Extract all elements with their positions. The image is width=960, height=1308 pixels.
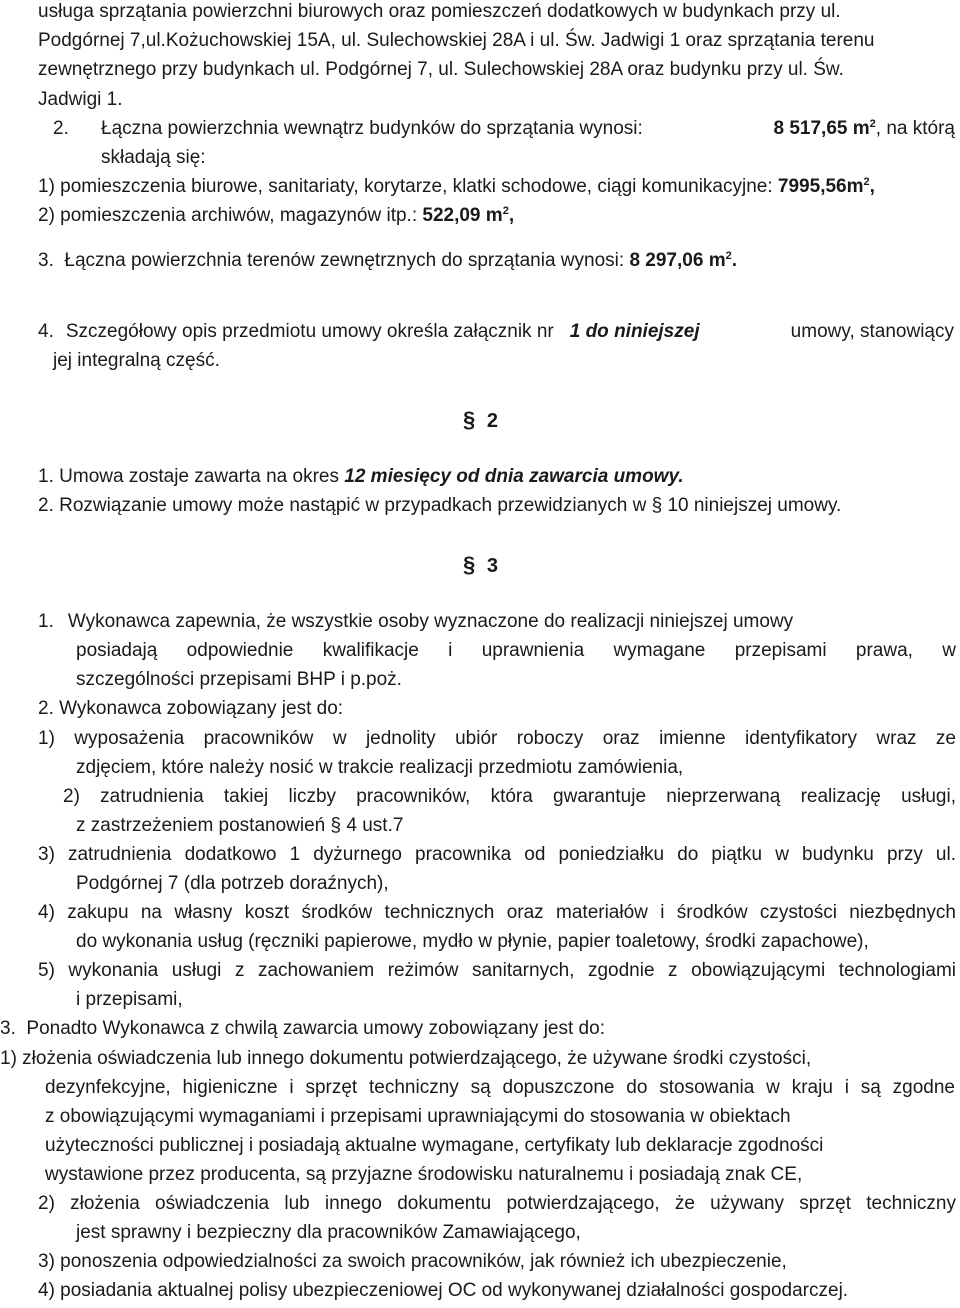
area-num: 2. bbox=[53, 118, 69, 139]
s3-p2: 2. Wykonawca zobowiązany jest do: bbox=[38, 698, 344, 719]
s3-p3-item-1-line-4: użyteczności publicznej i posiadają aktualne wymagane, certyfikaty lub deklaracje zgodności bbox=[45, 1135, 824, 1156]
intro-line-4: Jadwigi 1. bbox=[38, 89, 123, 110]
s3-p3-item-3: 3) ponoszenia odpowiedzialności za swoich pracowników, jak również ich ubezpieczenie, bbox=[38, 1251, 787, 1272]
area-sub-2: 2) pomieszczenia archiwów, magazynów itp.: 522,09 $m^2$, bbox=[38, 205, 515, 226]
area-total: 8 517,65 $m^2$, na którą bbox=[773, 118, 955, 139]
s3-p3-item-1-line-5: wystawione przez producenta, są przyjazne środowisku naturalnemu i posiadają znak CE, bbox=[45, 1164, 803, 1185]
s3-p2-item-3-line-2: Podgórnej 7 (dla potrzeb doraźnych), bbox=[76, 873, 389, 894]
paragraph-sign-icon: § bbox=[651, 495, 663, 516]
intro-line-2: Podgórnej 7,ul.Kożuchowskiej 15A, ul. Sulechowskiej 28A i ul. Św. Jadwigi 1 oraz sprzątania terenu bbox=[38, 30, 875, 51]
s3-p2-item-5-line-1: 5) wykonania usługi z zachowaniem reżimów sanitarnych, zgodnie z obowiązującymi technologiami bbox=[38, 960, 956, 981]
area-cont: składają się: bbox=[101, 147, 206, 168]
s3-p3-item-1-line-2: dezynfekcyjne, higieniczne i sprzęt techniczny są dopuszczone do stosowania w kraju i są zgodne bbox=[45, 1077, 955, 1098]
intro-line-3: zewnętrznego przy budynkach ul. Podgórnej 7, ul. Sulechowskiej 28A oraz budynku przy ul. Św. bbox=[38, 59, 844, 80]
s3-p3: 3. Ponadto Wykonawca z chwilą zawarcia umowy zobowiązany jest do: bbox=[0, 1018, 605, 1039]
s3-p2-item-2-line-2: z zastrzeżeniem postanowień § 4 ust.7 bbox=[76, 815, 404, 836]
s3-p3-item-2-line-1: 2) złożenia oświadczenia lub innego dokumentu potwierdzającego, że używany sprzęt techniczny bbox=[38, 1193, 956, 1214]
s3-p3-item-4: 4) posiadania aktualnej polisy ubezpieczeniowej OC od wykonywanej działalności gospodarczej. bbox=[38, 1280, 849, 1301]
s3-p1-line-1: 1. Wykonawca zapewnia, że wszystkie osoby wyznaczone do realizacji niniejszej umowy bbox=[38, 611, 794, 632]
intro-line-1: usługa sprzątania powierzchni biurowych oraz pomieszczeń dodatkowych w budynkach przy ul. bbox=[38, 1, 841, 22]
s3-p2-item-1-line-1: 1) wyposażenia pracowników w jednolity ubiór roboczy oraz imienne identyfikatory wraz ze bbox=[38, 728, 956, 749]
s3-p2-item-3-line-1: 3) zatrudnienia dodatkowo 1 dyżurnego pracownika od poniedziałku do piątku w budynku przy ul. bbox=[38, 844, 956, 865]
s3-p2-item-4-line-2: do wykonania usług (ręczniki papierowe, mydło w płynie, papier toaletowy, środki zapachowe), bbox=[76, 931, 869, 952]
area-text: Łączna powierzchnia wewnątrz budynków do sprzątania wynosi: bbox=[101, 118, 643, 139]
item-3: 3. Łączna powierzchnia terenów zewnętrznych do sprzątania wynosi: 8 297,06 $m^2$. bbox=[38, 250, 737, 271]
section-2-heading: § 2 bbox=[463, 407, 498, 432]
paragraph-sign-icon: § bbox=[463, 552, 476, 577]
item-4: 4. Szczegółowy opis przedmiotu umowy określa załącznik nr 1 do niniejszej umowy, stanowiący bbox=[38, 321, 954, 342]
s2-item-1: 1. Umowa zostaje zawarta na okres 12 miesięcy od dnia zawarcia umowy. bbox=[38, 466, 684, 487]
area-item bbox=[53, 117, 955, 141]
s3-p2-item-1-line-2: zdjęciem, które należy nosić w trakcie realizacji przedmiotu zamówienia, bbox=[76, 757, 684, 778]
s3-p3-item-1-line-1: 1) złożenia oświadczenia lub innego dokumentu potwierdzającego, że używane środki czystości, bbox=[0, 1048, 812, 1069]
s3-p3-item-1-line-3: z obowiązującymi wymaganiami i przepisami uprawniającymi do stosowania w obiektach bbox=[45, 1106, 791, 1127]
paragraph-sign-icon: § bbox=[463, 407, 476, 432]
section-3-heading: § 3 bbox=[463, 552, 498, 577]
s3-p3-item-2-line-2: jest sprawny i bezpieczny dla pracowników Zamawiającego, bbox=[76, 1222, 581, 1243]
s3-p1-line-2: posiadają odpowiednie kwalifikacje i uprawnienia wymagane przepisami prawa, w bbox=[76, 640, 956, 661]
s2-item-2: 2. Rozwiązanie umowy może nastąpić w przypadkach przewidzianych w § 10 niniejszej umowy. bbox=[38, 495, 842, 516]
s3-p2-item-2-line-1: 2) zatrudnienia takiej liczby pracowników, która gwarantuje nieprzerwaną realizację usługi, bbox=[63, 786, 956, 807]
item-4-line-2: jej integralną część. bbox=[53, 350, 220, 371]
paragraph-sign-icon: § bbox=[330, 815, 342, 836]
s3-p1-line-3: szczególności przepisami BHP i p.poż. bbox=[76, 669, 402, 690]
s3-p2-item-5-line-2: i przepisami, bbox=[76, 989, 183, 1010]
area-sub-1: 1) pomieszczenia biurowe, sanitariaty, korytarze, klatki schodowe, ciągi komunikacyjne: $7995,56m^2$, bbox=[38, 176, 875, 197]
s3-p2-item-4-line-1: 4) zakupu na własny koszt środków technicznych oraz materiałów i środków czystości niezbędnych bbox=[38, 902, 956, 923]
